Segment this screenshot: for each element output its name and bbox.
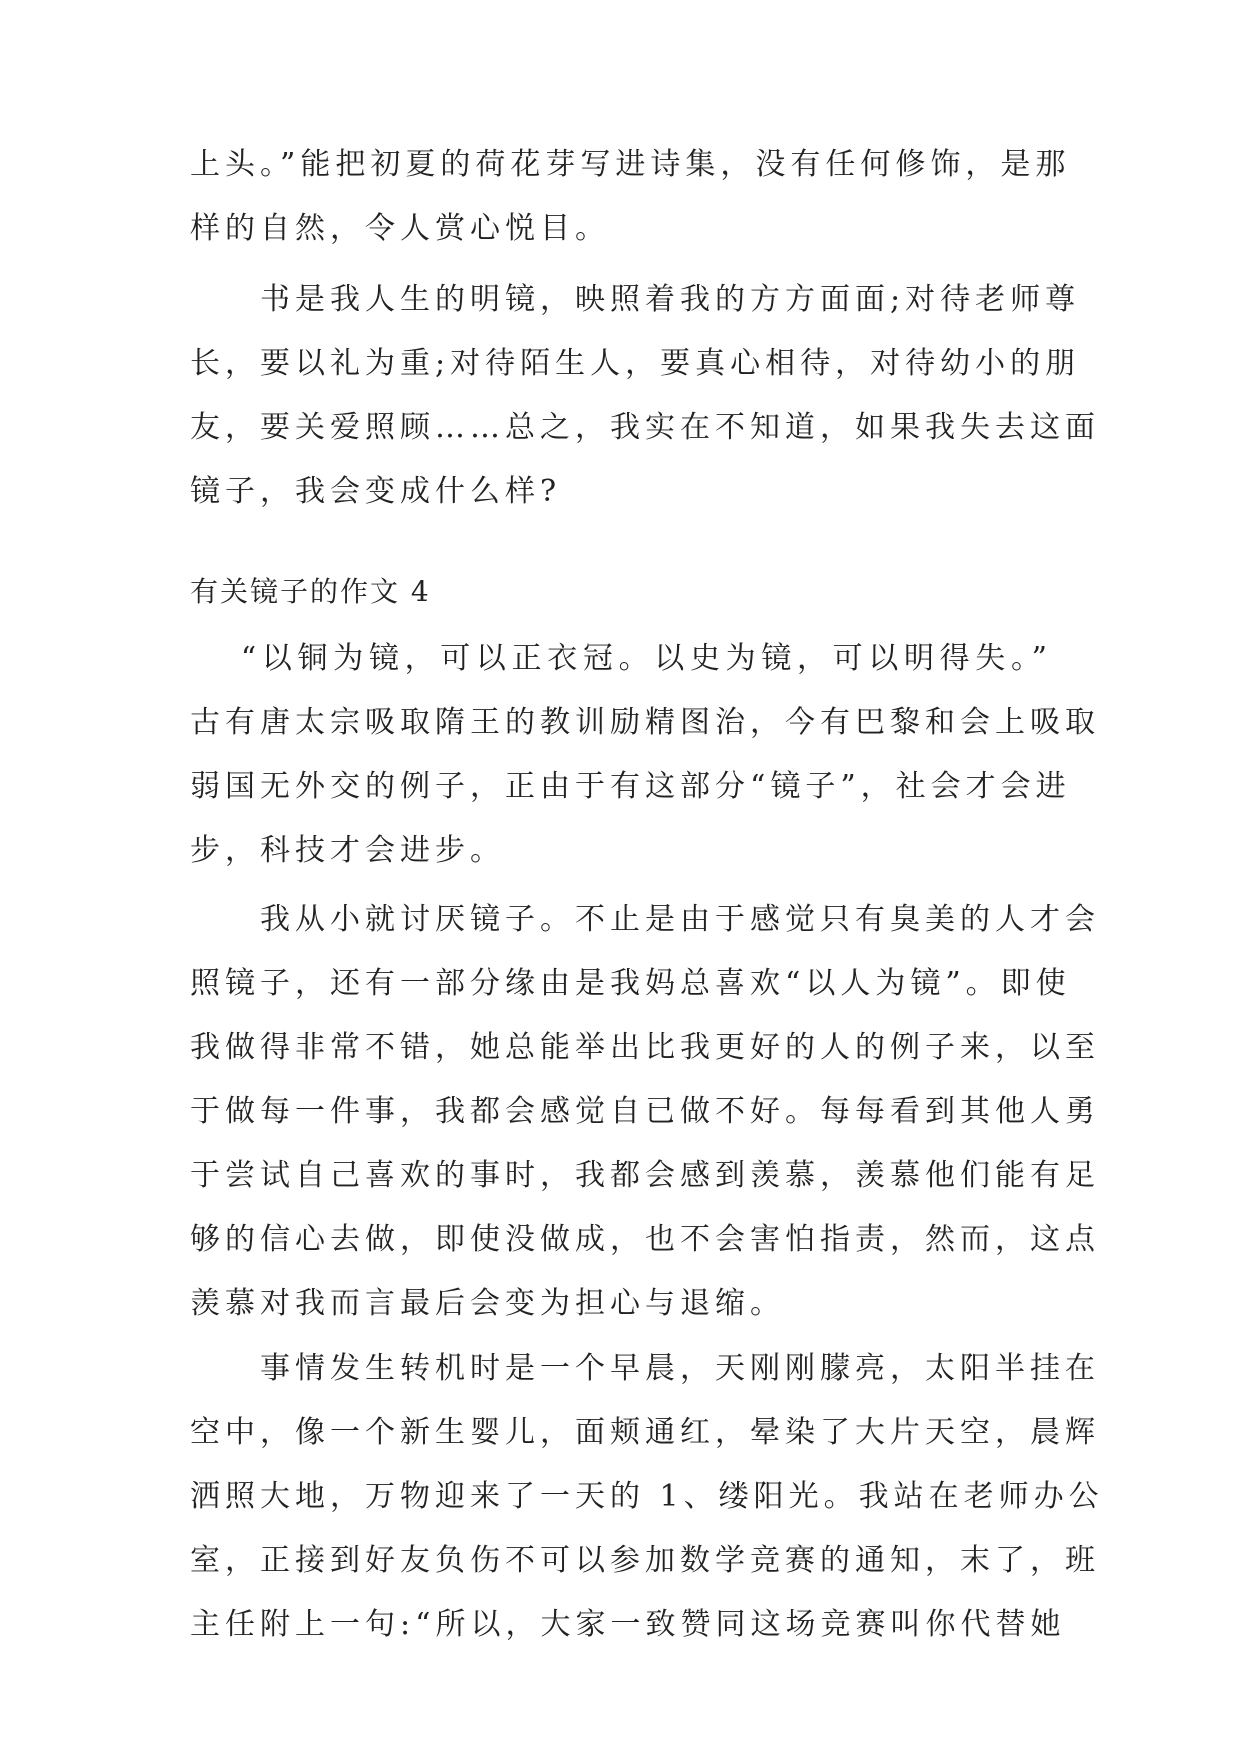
text-line: 步，科技才会进步。: [190, 833, 505, 868]
text-line: 样的自然，令人赏心悦目。: [190, 211, 610, 246]
text-line: 长，要以礼为重;对待陌生人，要真心相待，对待幼小的朋: [190, 346, 1081, 381]
section-heading: 有关镜子的作文 4: [190, 575, 431, 608]
text-line: 羡慕对我而言最后会变为担心与退缩。: [190, 1286, 785, 1321]
text-line: 我从小就讨厌镜子。不止是由于感觉只有臭美的人才会: [190, 902, 1100, 937]
text-line: 上头。”能把初夏的荷花芽写进诗集，没有任何修饰，是那: [190, 147, 1071, 182]
paragraph-prev: [190, 133, 1071, 261]
paragraph-1: [190, 627, 1100, 883]
text-line: 古有唐太宗吸取隋王的教训励精图治，今有巴黎和会上吸取: [190, 705, 1100, 740]
text-line: 我做得非常不错，她总能举出比我更好的人的例子来，以至: [190, 1030, 1100, 1065]
paragraph-mirror: [190, 268, 1100, 524]
text-line: 洒照大地，万物迎来了一天的 1、缕阳光。我站在老师办公: [190, 1479, 1104, 1514]
text-line: “以铜为镜，可以正衣冠。以史为镜，可以明得失。”: [190, 641, 1052, 676]
text-line: 镜子，我会变成什么样?: [190, 474, 562, 509]
paragraph-2: [190, 888, 1100, 1336]
text-line: 室，正接到好友负伤不可以参加数学竞赛的通知，末了，班: [190, 1543, 1100, 1578]
text-line: 友，要关爱照顾……总之，我实在不知道，如果我失去这面: [190, 410, 1100, 445]
text-line: 书是我人生的明镜，映照着我的方方面面;对待老师尊: [190, 282, 1081, 317]
paragraph-3: [190, 1337, 1104, 1657]
text-line: 于尝试自己喜欢的事时，我都会感到羡慕，羡慕他们能有足: [190, 1158, 1100, 1193]
text-line: 主任附上一句:“所以，大家一致赞同这场竞赛叫你代替她: [190, 1607, 1066, 1642]
text-line: 够的信心去做，即使没做成，也不会害怕指责，然而，这点: [190, 1222, 1100, 1257]
text-line: 照镜子，还有一部分缘由是我妈总喜欢“以人为镜”。即使: [190, 966, 1071, 1001]
text-line: 于做每一件事，我都会感觉自已做不好。每每看到其他人勇: [190, 1094, 1100, 1129]
text-line: 事情发生转机时是一个早晨，天刚刚朦亮，太阳半挂在: [190, 1351, 1100, 1386]
text-line: 空中，像一个新生婴儿，面颊通红，晕染了大片天空，晨辉: [190, 1415, 1100, 1450]
text-line: 弱国无外交的例子，正由于有这部分“镜子”，社会才会进: [190, 769, 1071, 804]
